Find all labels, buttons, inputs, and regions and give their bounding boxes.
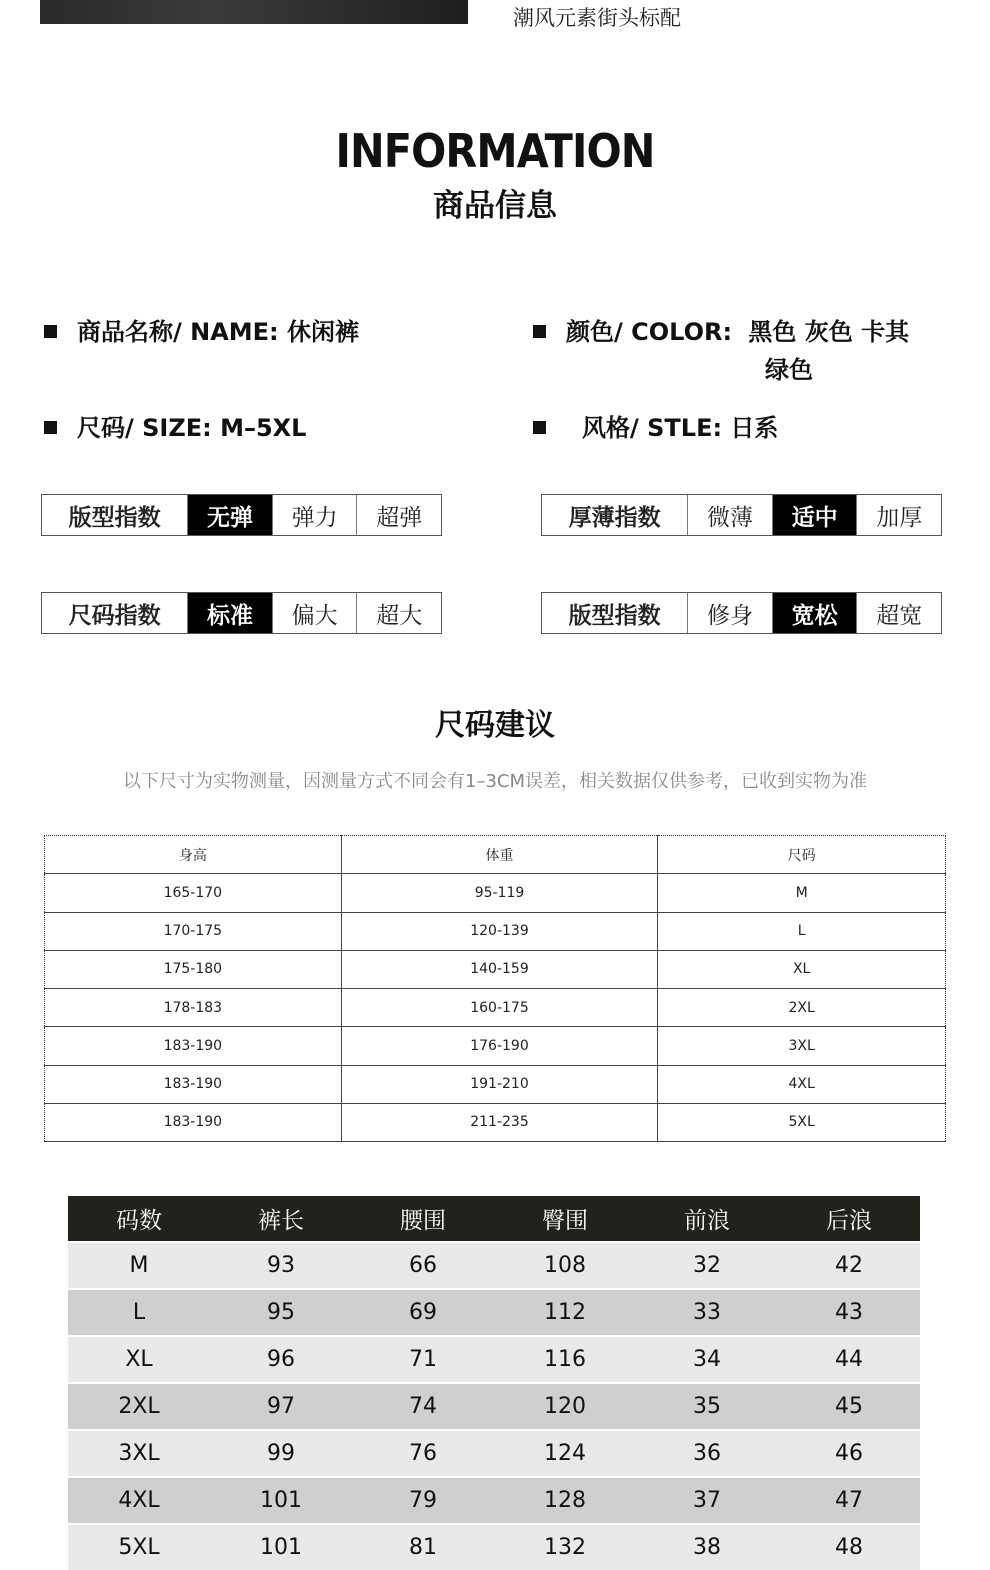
table-cell: 183-190 (45, 1027, 342, 1065)
size-advice-note: 以下尺寸为实物测量，因测量方式不同会有1–3CM误差，相关数据仅供参考，已收到实物为准 (123, 771, 867, 792)
spec-name: 商品名称/ NAME: 休闲裤 (44, 312, 359, 347)
table-cell: 3XL (658, 1027, 946, 1065)
table-cell: 93 (210, 1242, 352, 1289)
scale-option: 标准 (187, 593, 272, 633)
table-cell: 176-190 (341, 1027, 658, 1065)
table-row (45, 989, 946, 1027)
table-cell: M (68, 1242, 210, 1289)
table-cell: 69 (352, 1289, 494, 1336)
table-cell: 95-119 (341, 874, 658, 912)
table-cell: 120-139 (341, 912, 658, 950)
table-cell: 120 (494, 1383, 636, 1430)
table-row (68, 1289, 920, 1336)
table-cell: 160-175 (341, 989, 658, 1027)
table-row (68, 1477, 920, 1524)
table-cell: 108 (494, 1242, 636, 1289)
table-cell: 35 (636, 1383, 778, 1430)
size-advice-header-cell: 尺码 (658, 836, 946, 874)
size-advice-title: 尺码建议 (435, 708, 555, 743)
square-bullet-icon (44, 325, 57, 338)
size-advice-table (44, 835, 946, 1142)
table-cell: 81 (352, 1524, 494, 1570)
table-cell: 45 (778, 1383, 920, 1430)
scale-option: 微薄 (687, 495, 772, 535)
table-cell: 178-183 (45, 989, 342, 1027)
scale-option: 宽松 (772, 593, 857, 633)
scale-option: 适中 (772, 495, 857, 535)
info-title-en: INFORMATION (335, 124, 655, 178)
table-row (68, 1524, 920, 1570)
photo-caption: 潮风元素街头标配 (513, 6, 681, 30)
table-cell: 38 (636, 1524, 778, 1570)
measurement-header-cell: 腰围 (352, 1196, 494, 1242)
table-cell: 132 (494, 1524, 636, 1570)
table-row (68, 1430, 920, 1477)
table-cell: 99 (210, 1430, 352, 1477)
table-cell: 79 (352, 1477, 494, 1524)
table-cell: 191-210 (341, 1065, 658, 1103)
table-cell: 124 (494, 1430, 636, 1477)
scale-option: 超宽 (856, 593, 941, 633)
spec-size: 尺码/ SIZE: M–5XL (44, 408, 306, 443)
table-cell: 101 (210, 1524, 352, 1570)
measurement-header-cell: 臀围 (494, 1196, 636, 1242)
table-cell: 170-175 (45, 912, 342, 950)
measurement-body (68, 1242, 920, 1570)
table-cell: 46 (778, 1430, 920, 1477)
table-cell: 116 (494, 1336, 636, 1383)
scale-label: 尺码指数 (68, 602, 161, 629)
table-cell: 165-170 (45, 874, 342, 912)
table-cell: L (658, 912, 946, 950)
scale-thickness (541, 494, 942, 536)
size-advice-body (45, 836, 946, 1142)
table-row (45, 912, 946, 950)
measurement-header-cell: 后浪 (778, 1196, 920, 1242)
spec-style: 风格/ STLE: 日系 (533, 408, 778, 443)
measurement-header-row (68, 1196, 920, 1242)
table-cell: 71 (352, 1336, 494, 1383)
table-row (45, 1103, 946, 1141)
table-cell: 44 (778, 1336, 920, 1383)
scale-option: 加厚 (856, 495, 941, 535)
table-row (45, 950, 946, 988)
table-cell: 74 (352, 1383, 494, 1430)
table-cell: 34 (636, 1336, 778, 1383)
table-cell: 3XL (68, 1430, 210, 1477)
table-cell: 32 (636, 1242, 778, 1289)
scale-option: 偏大 (272, 593, 357, 633)
table-cell: 36 (636, 1430, 778, 1477)
scale-option: 无弹 (187, 495, 272, 535)
table-cell: 5XL (658, 1103, 946, 1141)
table-cell: 2XL (68, 1383, 210, 1430)
scale-option: 弹力 (272, 495, 357, 535)
table-cell: 175-180 (45, 950, 342, 988)
spec-color: 颜色/ COLOR: 黑色 灰色 卡其 (533, 312, 909, 347)
info-title-cn: 商品信息 (433, 188, 557, 224)
table-row (45, 1027, 946, 1065)
measurement-header-cell: 码数 (68, 1196, 210, 1242)
square-bullet-icon (44, 421, 57, 434)
table-cell: 128 (494, 1477, 636, 1524)
table-row (68, 1242, 920, 1289)
table-cell: XL (658, 950, 946, 988)
table-cell: 183-190 (45, 1065, 342, 1103)
size-advice-header-cell: 身高 (45, 836, 342, 874)
product-photo-strip (40, 0, 468, 24)
table-cell: 47 (778, 1477, 920, 1524)
size-advice-header-cell: 体重 (341, 836, 658, 874)
table-cell: 101 (210, 1477, 352, 1524)
spec-color-extra: 绿色 (765, 356, 813, 384)
table-cell: 97 (210, 1383, 352, 1430)
table-cell: 42 (778, 1242, 920, 1289)
table-cell: 37 (636, 1477, 778, 1524)
table-cell: 95 (210, 1289, 352, 1336)
table-cell: M (658, 874, 946, 912)
table-row (45, 874, 946, 912)
table-cell: 183-190 (45, 1103, 342, 1141)
table-row (45, 1065, 946, 1103)
table-row (68, 1336, 920, 1383)
measurement-header-cell: 前浪 (636, 1196, 778, 1242)
square-bullet-icon (533, 421, 546, 434)
scale-sizing (41, 592, 442, 634)
measurement-header-cell: 裤长 (210, 1196, 352, 1242)
square-bullet-icon (533, 325, 546, 338)
table-cell: L (68, 1289, 210, 1336)
scale-stretch (41, 494, 442, 536)
table-cell: 66 (352, 1242, 494, 1289)
scale-option: 超弹 (356, 495, 441, 535)
table-cell: XL (68, 1336, 210, 1383)
table-cell: 5XL (68, 1524, 210, 1570)
table-cell: 2XL (658, 989, 946, 1027)
table-cell: 4XL (658, 1065, 946, 1103)
table-cell: 140-159 (341, 950, 658, 988)
table-cell: 76 (352, 1430, 494, 1477)
table-cell: 96 (210, 1336, 352, 1383)
scale-label: 厚薄指数 (568, 504, 661, 531)
scale-fit (541, 592, 942, 634)
scale-option: 超大 (356, 593, 441, 633)
spec-color-values: 黑色 灰色 卡其 (748, 318, 910, 346)
size-advice-header-row (45, 836, 946, 874)
table-cell: 33 (636, 1289, 778, 1336)
scale-option: 修身 (687, 593, 772, 633)
table-cell: 48 (778, 1524, 920, 1570)
measurement-table (68, 1196, 920, 1570)
scale-label: 版型指数 (568, 602, 661, 629)
table-cell: 211-235 (341, 1103, 658, 1141)
table-cell: 43 (778, 1289, 920, 1336)
scale-label: 版型指数 (68, 504, 161, 531)
table-cell: 112 (494, 1289, 636, 1336)
table-cell: 4XL (68, 1477, 210, 1524)
table-row (68, 1383, 920, 1430)
